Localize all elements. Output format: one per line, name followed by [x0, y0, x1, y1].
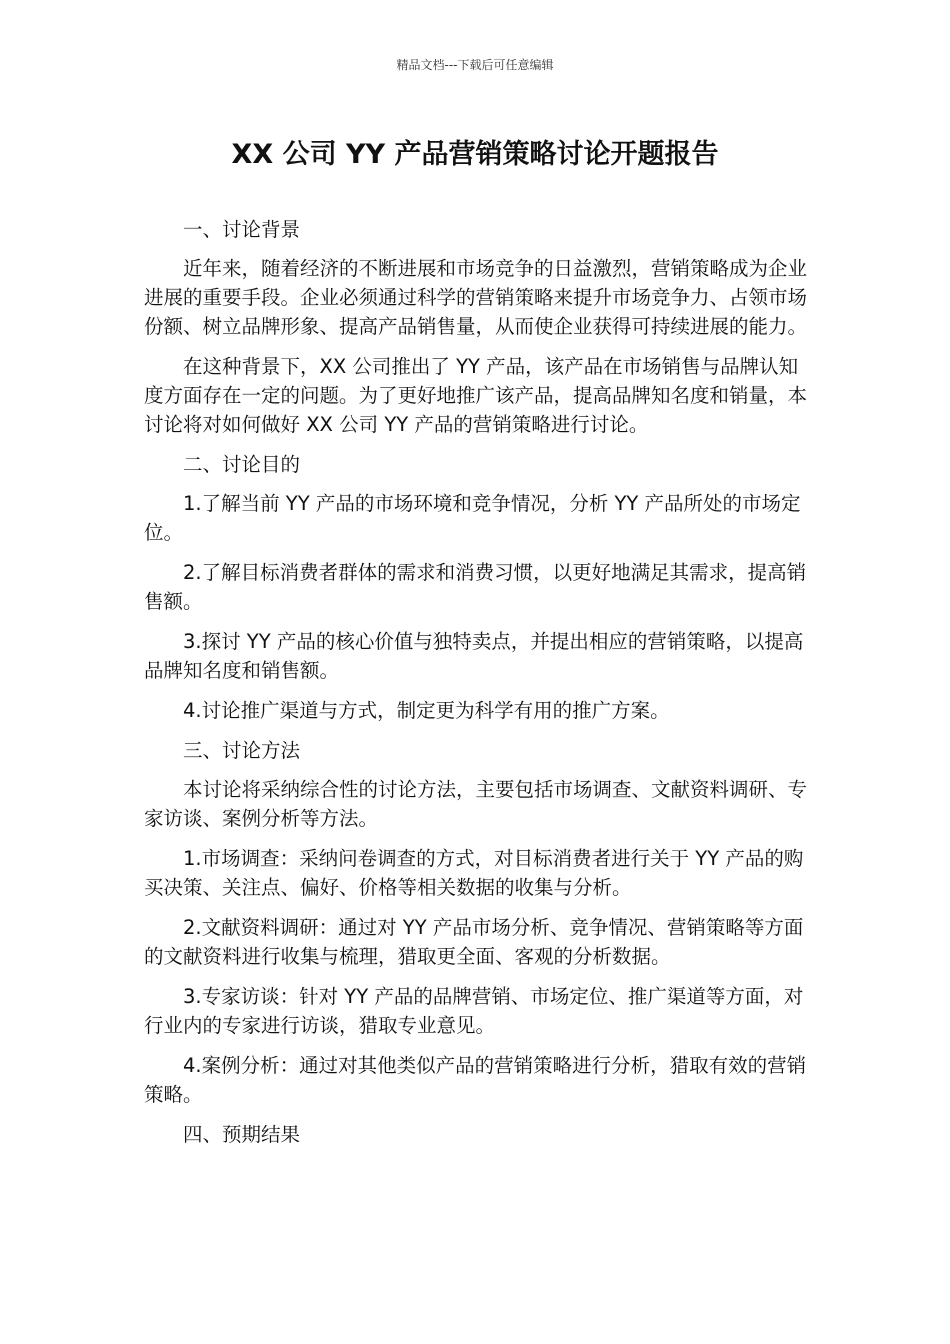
- paragraph-method-2: 2.文献资料调研：通过对 YY 产品市场分析、竞争情况、营销策略等方面的文献资料进行收集与梳理，猎取更全面、客观的分析数据。: [144, 916, 804, 968]
- paragraph-background-2: 在这种背景下，XX 公司推出了 YY 产品，该产品在市场销售与品牌认知度方面存在一定的问题。为了更好地推广该产品，提高品牌知名度和销量，本讨论将对如何做好 XX 公司 YY 产品的营销策略进行讨论。: [144, 355, 808, 436]
- paragraph-purpose-2: 2.了解目标消费者群体的需求和消费习惯，以更好地满足其需求，提高销售额。: [144, 561, 807, 613]
- section-heading-background: 一、讨论背景: [183, 218, 301, 241]
- paragraph-purpose-1: 1.了解当前 YY 产品的市场环境和竞争情况，分析 YY 产品所处的市场定位。: [144, 492, 801, 544]
- section-heading-method: 三、讨论方法: [183, 739, 301, 762]
- paragraph-method-1: 1.市场调查：采纳问卷调查的方式，对目标消费者进行关于 YY 产品的购买决策、关注点、偏好、价格等相关数据的收集与分析。: [144, 847, 804, 899]
- paragraph-method-3: 3.专家访谈：针对 YY 产品的品牌营销、市场定位、推广渠道等方面，对行业内的专家进行访谈，猎取专业意见。: [144, 985, 804, 1037]
- document-body: [144, 215, 812, 1159]
- section-heading-expected-results: 四、预期结果: [183, 1123, 301, 1146]
- paragraph-method-intro: 本讨论将采纳综合性的讨论方法，主要包括市场调查、文献资料调研、专家访谈、案例分析等方法。: [144, 778, 808, 830]
- paragraph-purpose-4: 4.讨论推广渠道与方式，制定更为科学有用的推广方案。: [183, 699, 670, 722]
- document-title: XX 公司 YY 产品营销策略讨论开题报告: [231, 139, 719, 170]
- paragraph-purpose-3: 3.探讨 YY 产品的核心价值与独特卖点，并提出相应的营销策略，以提高品牌知名度和销售额。: [144, 630, 804, 682]
- paragraph-background-1: 近年来，随着经济的不断进展和市场竞争的日益激烈，营销策略成为企业进展的重要手段。企业必须通过科学的营销策略来提升市场竞争力、占领市场份额、树立品牌形象、提高产品销售量，从而使企业获得可持续进展的能力。: [144, 257, 808, 338]
- header-note: 精品文档---下载后可任意编辑: [396, 58, 554, 72]
- section-heading-purpose: 二、讨论目的: [183, 453, 301, 476]
- paragraph-method-4: 4.案例分析：通过对其他类似产品的营销策略进行分析，猎取有效的营销策略。: [144, 1054, 807, 1106]
